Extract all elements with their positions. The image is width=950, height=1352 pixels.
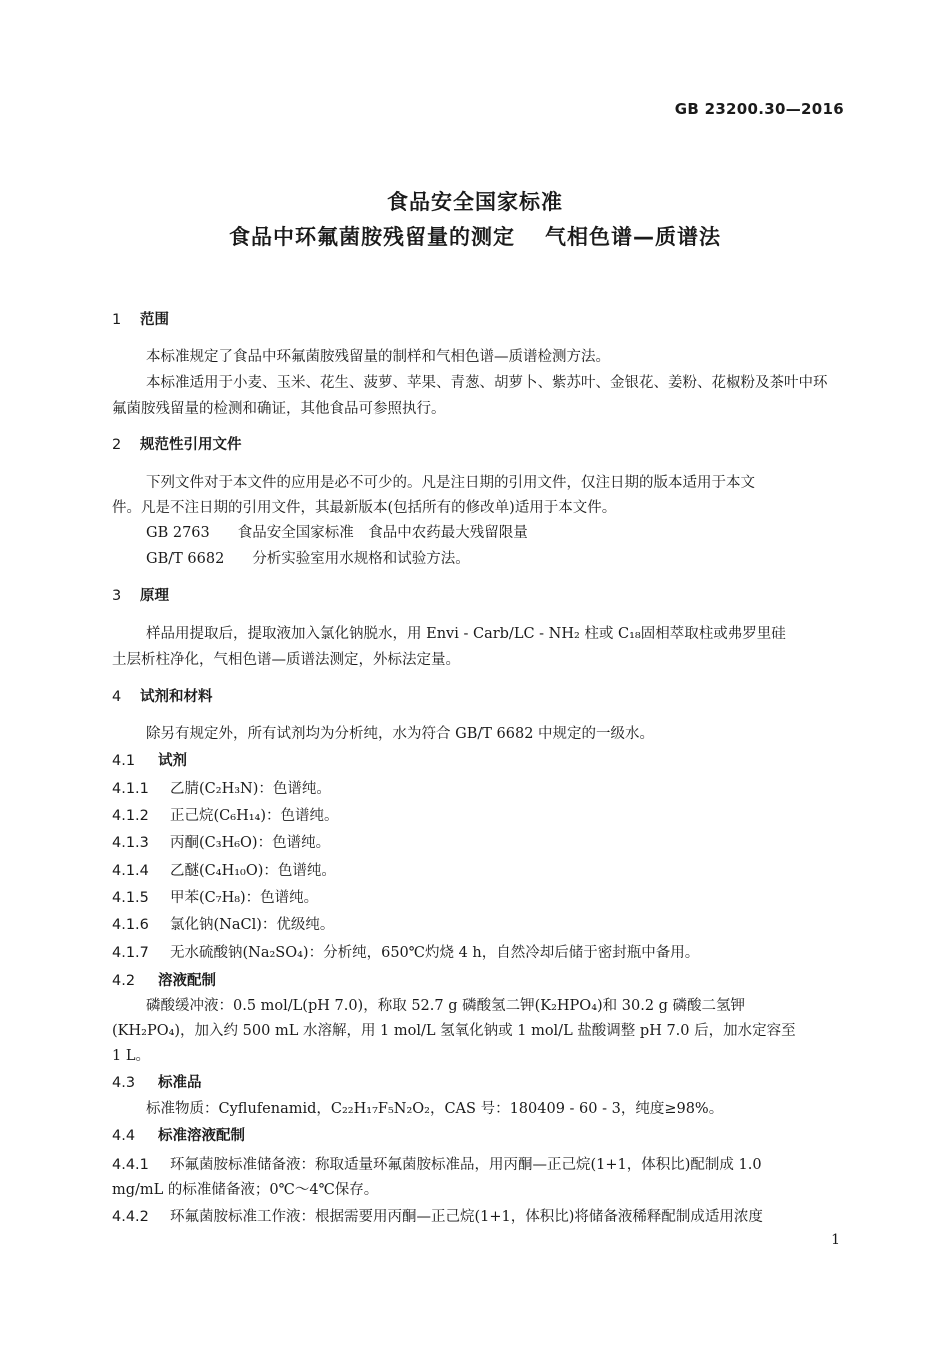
- reagent-item: [112, 944, 850, 962]
- paragraph-line: 本标准适用于小麦、玉米、花生、菠萝、苹果、青葱、胡萝卜、紫苏叶、金银花、姜粉、花椒粉及茶叶中环: [146, 375, 828, 391]
- section-number: 4: [112, 689, 122, 705]
- reference-title: 食品安全国家标准 食品中农药最大残留限量: [237, 525, 528, 541]
- section-4-3-heading: [112, 1074, 202, 1092]
- title-line-2-part-a: 食品中环氟菌胺残留量的测定: [229, 225, 515, 249]
- section-number: 4.4: [112, 1128, 136, 1144]
- section-label: 试剂: [158, 753, 187, 769]
- paragraph-line: (KH₂PO₄)，加入约 500 mL 水溶解，用 1 mol/L 氢氧化钠或 1 mol/L 盐酸调整 pH 7.0 后，加水定容至: [112, 1023, 796, 1039]
- section-number: 1: [112, 312, 122, 328]
- section-number: 4.2: [112, 973, 136, 989]
- section-3-heading: [112, 587, 169, 605]
- reagent-item: [112, 780, 850, 798]
- item-text: 乙醚(C₄H₁₀O)：色谱纯。: [170, 863, 336, 879]
- paragraph-line: 标准物质：Cyflufenamid，C₂₂H₁₇F₅N₂O₂，CAS 号：180409 - 60 - 3，纯度≥98%。: [146, 1101, 724, 1117]
- reagent-item: [112, 807, 850, 825]
- paragraph-line: 氟菌胺残留量的检测和确证，其他食品可参照执行。: [112, 401, 446, 417]
- paragraph-line: 下列文件对于本文件的应用是必不可少的。凡是注日期的引用文件，仅注日期的版本适用于本文: [146, 475, 755, 491]
- page-number: 1: [831, 1232, 840, 1248]
- item-number: 4.1.2: [112, 808, 149, 824]
- title-line-2-part-b: 气相色谱—质谱法: [545, 225, 721, 249]
- section-label: 标准溶液配制: [158, 1128, 245, 1144]
- reference-line: [146, 524, 850, 542]
- section-number: 4.1: [112, 753, 136, 769]
- item-number: 4.1.1: [112, 781, 149, 797]
- reagent-item: [112, 834, 850, 852]
- section-label: 标准品: [158, 1075, 202, 1091]
- section-label: 原理: [140, 588, 169, 604]
- section-label: 范围: [140, 312, 169, 328]
- section-number: 3: [112, 588, 122, 604]
- paragraph-line: 本标准规定了食品中环氟菌胺残留量的制样和气相色谱—质谱检测方法。: [146, 349, 610, 365]
- reference-code: GB 2763: [146, 525, 210, 541]
- item-text: 环氟菌胺标准工作液：根据需要用丙酮—正己烷(1+1，体积比)将储备液稀释配制成适用浓度: [170, 1209, 763, 1225]
- section-4-4-heading: [112, 1127, 245, 1145]
- item-text: 无水硫酸钠(Na₂SO₄)：分析纯，650℃灼烧 4 h，自然冷却后储于密封瓶中备用。: [170, 945, 700, 961]
- section-4-1-heading: [112, 752, 187, 770]
- title-line-2: [0, 221, 950, 251]
- paragraph-line: 土层析柱净化，气相色谱—质谱法测定，外标法定量。: [112, 652, 460, 668]
- section-1-heading: [112, 311, 169, 329]
- item-number: 4.1.5: [112, 890, 149, 906]
- reagent-item: [112, 916, 850, 934]
- paragraph-line: 件。凡是不注日期的引用文件，其最新版本(包括所有的修改单)适用于本文件。: [112, 500, 617, 516]
- item-text: 乙腈(C₂H₃N)：色谱纯。: [170, 781, 331, 797]
- section-4-2-heading: [112, 972, 216, 990]
- item-number: 4.4.1: [112, 1157, 149, 1173]
- reference-line: [146, 550, 850, 568]
- paragraph-line: 磷酸缓冲液：0.5 mol/L(pH 7.0)，称取 52.7 g 磷酸氢二钾(K₂HPO₄)和 30.2 g 磷酸二氢钾: [146, 998, 746, 1014]
- item-text: 氯化钠(NaCl)：优级纯。: [170, 917, 335, 933]
- section-number: 2: [112, 437, 122, 453]
- section-label: 规范性引用文件: [140, 437, 242, 453]
- item-number: 4.1.3: [112, 835, 149, 851]
- section-number: 4.3: [112, 1075, 136, 1091]
- reference-title: 分析实验室用水规格和试验方法。: [252, 551, 470, 567]
- item-number: 4.1.6: [112, 917, 149, 933]
- paragraph-line: mg/mL 的标准储备液；0℃～4℃保存。: [112, 1182, 379, 1198]
- item-text: 丙酮(C₃H₆O)：色谱纯。: [170, 835, 331, 851]
- item-number: 4.1.7: [112, 945, 149, 961]
- section-4-heading: [112, 688, 213, 706]
- standard-code: GB 23200.30—2016: [674, 100, 844, 118]
- item-text: 正己烷(C₆H₁₄)：色谱纯。: [170, 808, 339, 824]
- reference-code: GB/T 6682: [146, 551, 225, 567]
- reagent-item: [112, 862, 850, 880]
- solution-item: [112, 1156, 850, 1174]
- solution-item: [112, 1208, 850, 1226]
- reagent-item: [112, 889, 850, 907]
- item-number: 4.4.2: [112, 1209, 149, 1225]
- section-label: 溶液配制: [158, 973, 216, 989]
- item-number: 4.1.4: [112, 863, 149, 879]
- paragraph-line: 除另有规定外，所有试剂均为分析纯，水为符合 GB/T 6682 中规定的一级水。: [146, 726, 655, 742]
- item-text: 甲苯(C₇H₈)：色谱纯。: [170, 890, 319, 906]
- title-line-1: 食品安全国家标准: [387, 190, 563, 214]
- section-2-heading: [112, 436, 242, 454]
- section-label: 试剂和材料: [140, 689, 213, 705]
- paragraph-line: 样品用提取后，提取液加入氯化钠脱水，用 Envi - Carb/LC - NH₂ 柱或 C₁₈固相萃取柱或弗罗里硅: [146, 626, 786, 642]
- paragraph-line: 1 L。: [112, 1048, 150, 1064]
- item-text: 环氟菌胺标准储备液：称取适量环氟菌胺标准品，用丙酮—正己烷(1+1，体积比)配制成 1.0: [170, 1157, 762, 1173]
